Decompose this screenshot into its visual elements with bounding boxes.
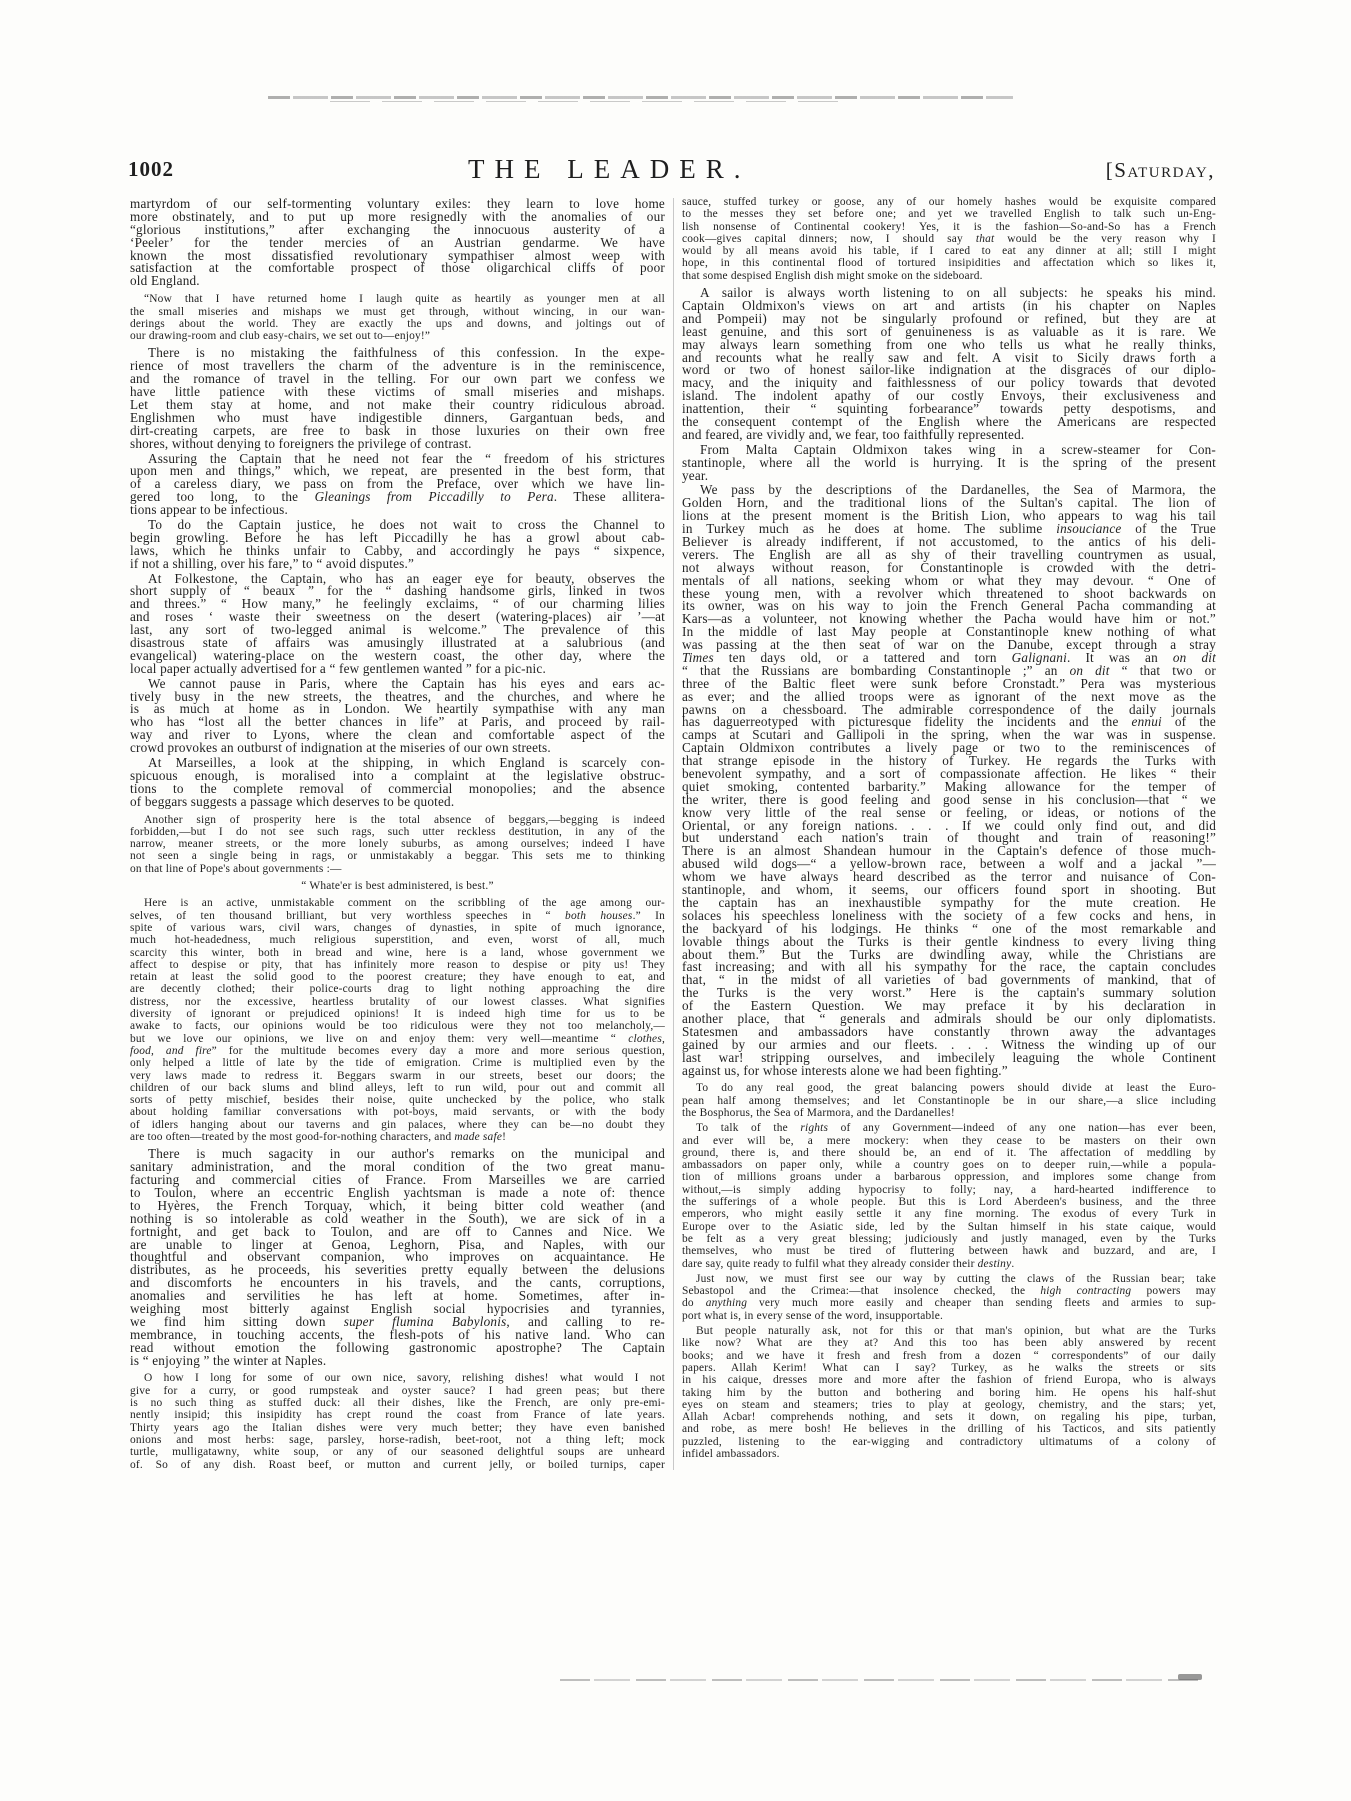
- text-line: turtle, mulligatawny, white soup, or any of our seasoned delightful soups are unheard: [130, 1446, 665, 1459]
- text-line: anomalies and servilities he has left at home. Sometimes, after in-: [130, 1288, 665, 1304]
- text-line: pawns on a chessboard. The admirable correspondence of the daily journals: [682, 701, 1216, 717]
- extract-paragraph: [130, 1372, 665, 1470]
- text-line: Let them stay at home, and not make their country ridiculous abroad.: [130, 396, 665, 412]
- text-line: of a careless diary, we pass on from the Preface, over which we have lin-: [130, 476, 665, 492]
- text-line: O how I long for some of our own nice, savory, relishing dishes! what would I not: [144, 1372, 665, 1385]
- italic-run: that: [975, 232, 995, 245]
- paragraph: [682, 484, 1216, 1077]
- text-line: if not a shilling, over his fare,” to “ avoid disputes.”: [130, 555, 415, 571]
- text-run: “ that the Russians are bombarding Constantinople ;” an: [682, 662, 1070, 678]
- text-line: macy, and the iniquity and faithlessness of our policy towards that devoted: [682, 375, 1216, 391]
- text-run: of any Government—indeed of any one nation—has ever been,: [828, 1122, 1216, 1135]
- text-line: and Pompeii) may not be singularly profound or refined, but they are at: [682, 310, 1216, 326]
- extract-paragraph: [682, 1082, 1216, 1119]
- text-line: hope, in this continental flood of tortured insipidities and affectation which so likes it,: [682, 257, 1216, 270]
- text-line: To do any real good, the great balancing powers should divide at least the Euro-: [696, 1082, 1216, 1095]
- italic-run: Galignani: [1011, 650, 1067, 666]
- text-run: .” In: [632, 909, 665, 922]
- text-line: Assuring the Captain that he need not fear the “ freedom of his strictures: [148, 450, 665, 466]
- text-line: of the Eastern Question. We may preface it by his declaration in: [682, 998, 1216, 1014]
- text-run: cook—gives capital dinners; now, I should say: [682, 232, 976, 245]
- text-line: puzzled, listening to the ear-wigging and contradictory ultimatums of a colony of: [682, 1435, 1216, 1448]
- text-line: At Marseilles, a look at the shipping, in which England is scarcely con-: [148, 755, 665, 771]
- text-line: three of the Baltic fleet were sunk before Cronstadt.” Pera was mysterious: [682, 675, 1216, 691]
- text-line: would by all means avoid his table, if I cared to eat any dinner at all; still I might: [682, 245, 1216, 258]
- text-line: There is an almost Shandean humour in the Captain's defence of those much-: [682, 843, 1216, 859]
- text-line: the writer, there is good feeling and good sense in his conclusion—that “ we: [682, 791, 1216, 807]
- text-line: Thirty years ago the Italian dishes were very much better; they have even banished: [130, 1421, 665, 1434]
- text-line: Kars—as a volunteer, not knowing whether the Pacha would have him or not.”: [682, 611, 1216, 627]
- text-line: but understand each nation's train of thought and train of reasoning!”: [682, 830, 1216, 846]
- text-line: another place, that “ generals and admirals should be our only diplomatists.: [682, 1010, 1216, 1026]
- text-line: laws, which he thinks unfair to Cabby, and accordingly he pays “ sixpence,: [130, 542, 665, 558]
- text-line: like now? What are they at? And this too has been ably answered by recent: [682, 1337, 1216, 1350]
- text-line: whom we have always heard described as the terror and nuisance of Con-: [682, 869, 1216, 885]
- text-line: know very little of the real sense or feeling, or ideas, or notions of the: [682, 804, 1216, 820]
- italic-run: on dit: [1172, 650, 1216, 666]
- text-line: and roses ‘ waste their sweetness on the desert (watering-places) air ’—at: [130, 609, 665, 625]
- text-line: We cannot pause in Paris, where the Captain has his eyes and ears ac-: [148, 675, 665, 691]
- text-line: membrance, in touching accents, the flesh-pots of his native land. Who can: [130, 1326, 665, 1342]
- right-column: [682, 196, 1216, 1460]
- text-line: to Toulon, where an eccentric English yachtsman is made a note of: thence: [130, 1184, 665, 1200]
- text-line: year.: [682, 467, 709, 483]
- paragraph: [130, 570, 665, 676]
- text-line: known the most dissatisfied revolutionary sympathiser almost weep with: [130, 247, 665, 263]
- text-line: may always learn something from one who tells us what he really thinks,: [682, 336, 1216, 352]
- text-line: tively busy in the new streets, the theatres, and the churches, and where he: [130, 688, 665, 704]
- scan-streak: [560, 1679, 1200, 1681]
- text-line: lovable things about the Turks is their gentle kindness to every living thing: [682, 933, 1216, 949]
- text-line: verers. The English are all as shy of their travelling countrymen as usual,: [682, 546, 1216, 562]
- text-line: Here is an active, unmistakable comment on the scribbling of the age among our-: [144, 897, 665, 910]
- text-run: selves, of ten thousand brilliant, but very worthless speeches in “: [130, 909, 566, 922]
- paragraph: [130, 519, 665, 571]
- text-line: sanitary administration, and the moral condition of the two great manu-: [130, 1159, 665, 1175]
- text-line: the captain has an inexhaustible sympathy for the mute creation. He: [682, 894, 1216, 910]
- text-line: [130, 1131, 665, 1143]
- text-line: the Turks is the very worst.” Here is the captain's summary solution: [682, 985, 1216, 1001]
- text-line: narrow, meaner streets, or the more lonely suburbs, as among ourselves; indeed I have: [130, 838, 665, 851]
- text-line: disastrous state of affairs was amusingly illustrated at a salubrious (and: [130, 635, 665, 651]
- extract-paragraph: [130, 897, 665, 1143]
- text-run: we find him sitting down: [130, 1313, 344, 1329]
- text-line: of beggars suggests a passage which deserves to be quoted.: [130, 793, 455, 809]
- text-line: Captain Oldmixon's views on art and artists (in his chapter on Naples: [682, 297, 1216, 313]
- text-line: There is much sagacity in our author's remarks on the municipal and: [148, 1146, 665, 1162]
- text-run: To talk of the: [696, 1122, 801, 1135]
- extract-paragraph: [682, 1122, 1216, 1270]
- text-line: “ Whate'er is best administered, is best.”: [301, 880, 494, 893]
- text-line: dirt-creating carpets, are free to bask in those luxuries on their own free: [130, 422, 665, 438]
- text-line: stantinople, and whom, it seems, our officers found sport in shooting. But: [682, 882, 1216, 898]
- italic-run: rights: [800, 1122, 829, 1135]
- text-line: affect to despise or pity, that has infinitely more reason to despise or pity us! They: [130, 958, 665, 971]
- text-line: satisfaction at the comfortable prospect of those oligarchical cliffs of poor: [130, 260, 665, 276]
- text-line: read without emotion the following gastronomic apostrophe? The Captain: [130, 1339, 665, 1355]
- text-line: the Bosphorus, the Sea of Marmora, and the Dardanelles!: [682, 1107, 955, 1119]
- text-line: ‘Peeler’ for the tender mercies of an Austrian gendarme. We have: [130, 234, 665, 250]
- italic-run: destiny: [977, 1257, 1012, 1270]
- text-line: the consequent contempt of the English where the Americans are respected: [682, 413, 1216, 429]
- left-column: [130, 198, 665, 1471]
- text-line: Golden Horn, and the traditional lions of the Sultan's capital. The lion of: [682, 495, 1216, 511]
- text-line: From Malta Captain Oldmixon takes wing in a screw-steamer for Con-: [700, 441, 1216, 457]
- text-line: to the messes they set before one; and yet we travelled English to talk such un-Eng-: [682, 208, 1216, 221]
- text-line: these young men, with a revolver which threatened to shoot backwards on: [682, 585, 1216, 601]
- extract-paragraph: [682, 1273, 1216, 1322]
- text-line: scarcity this winter, both in bread and wine, here is a land, whose government we: [130, 946, 665, 959]
- text-run: !: [502, 1131, 507, 1144]
- text-line: was passing at the then seat of war on the Danube, except through a stray: [682, 637, 1216, 653]
- italic-run: both houses: [565, 909, 633, 922]
- text-line: that strange episode in the history of Turkey. He regards the Turks with: [682, 753, 1216, 769]
- text-line: Another sign of prosperity here is the total absence of beggars,—begging is indeed: [144, 813, 665, 826]
- paragraph: [682, 287, 1216, 442]
- text-line: We pass by the descriptions of the Dardanelles, the Sea of Marmora, the: [700, 482, 1216, 498]
- text-line: [130, 1045, 665, 1057]
- text-line: and threes.” “ How many,” he feelingly exclaims, “ of our charming lilies: [130, 596, 665, 612]
- text-line: are decently clothed; their police-courts drag to light nothing approaching the dire: [130, 983, 665, 996]
- italic-run: anything: [705, 1297, 748, 1310]
- text-line: and feared, are vividly and, we fear, too faithfully represented.: [682, 426, 1025, 442]
- text-line: [682, 1285, 1216, 1297]
- text-line: [682, 233, 1216, 245]
- text-run: . It was an: [1066, 650, 1173, 666]
- paragraph: [130, 198, 665, 288]
- italic-run: food, and fire: [130, 1044, 212, 1057]
- text-line: books; and we have it fresh and fresh from a dozen “ correspondents” of our daily: [682, 1349, 1216, 1362]
- text-line: Statesmen and ambassadors have constantly thrown away the advantages: [682, 1023, 1216, 1039]
- column-divider: [673, 198, 674, 1470]
- text-line: [682, 1122, 1216, 1134]
- text-line: shores, without denying to foreigners the privilege of contrast.: [130, 435, 472, 451]
- text-line: of. So of any dish. Roast beef, or mutton and current jelly, or boiled turnips, caper: [130, 1458, 665, 1471]
- quoted-verse: [130, 880, 665, 892]
- text-line: distributes, as he proceeds, his severities pretty equally between the delusions: [130, 1262, 665, 1278]
- text-line: retain at least the solid good to the poorest creature; they have enough to eat, and: [130, 971, 665, 984]
- italic-run: insouciance: [1056, 521, 1122, 537]
- text-line: tions appear to be infectious.: [130, 502, 288, 518]
- extract-paragraph: [682, 1325, 1216, 1460]
- italic-run: made safe: [454, 1131, 503, 1144]
- text-line: solaces his speechless loneliness with the society of a few cocks and hens, in: [682, 907, 1216, 923]
- text-line: to Hyères, the French Torquay, which, it being bitter cold weather (and: [130, 1197, 665, 1213]
- text-line: against us, for whose interests alone we had been fighting.”: [682, 1062, 1008, 1078]
- text-line: tion of millions groans under a barbarous oppression, and implores some change from: [682, 1171, 1216, 1184]
- text-run: of the True: [1121, 521, 1216, 537]
- text-line: and robe, as mere bosh! He believes in the drilling of his Tacticos, and sits patiently: [682, 1423, 1216, 1436]
- text-line: Europe over to the Asiatic side, led by the Sultan himself in his state caique, would: [682, 1220, 1216, 1233]
- text-line: ambassadors on paper only, while a country goes on to deeper ruin,—while a popula-: [682, 1159, 1216, 1172]
- text-line: only helped a little of late by the tide of emigration. Crime is multiplied even by the: [130, 1057, 665, 1070]
- text-line: In the middle of last May people at Constantinople knew nothing of what: [682, 624, 1216, 640]
- text-line: Oriental, or any foreign nations. . . . If we could only find out, and did: [682, 817, 1216, 833]
- text-line: nently insipid; this insipidity has crept round the coast from France of late years.: [130, 1409, 665, 1422]
- text-run: powers may: [1131, 1285, 1216, 1298]
- text-line: very laws made to redress it. Beggars swarm in our streets, beset our doors; the: [130, 1069, 665, 1082]
- text-line: ground, there is, and there should be, an end of it. The affectation of meddling by: [682, 1146, 1216, 1159]
- text-line: Captain Oldmixon contributes a lively page or two to the reminiscences of: [682, 740, 1216, 756]
- text-line: Allah Acbar! comprehends nothing, and sets it down, on regaling his pipe, turban,: [682, 1411, 1216, 1424]
- text-line: nothing is so intolerable as cold weather in the South), we are sick of in a: [130, 1210, 665, 1226]
- text-line: diversity of ignorant or prejudiced opinions! It is indeed high time for us to be: [130, 1008, 665, 1021]
- text-run: very much more easily and cheaper than sending fleets and armies to sup-: [747, 1297, 1216, 1310]
- text-line: on that line of Pope's about governments :—: [130, 862, 342, 875]
- text-line: last war! stripping ourselves, and imbecilely leaguing the whole Continent: [682, 1049, 1216, 1065]
- extract-paragraph: [130, 293, 665, 342]
- text-line: spite of various wars, civil wars, changes of dynasties, in spite of much ignorance,: [130, 921, 665, 934]
- text-line: infidel ambassadors.: [682, 1448, 780, 1461]
- text-line: pean half among themselves; and let Constantinople be in our share,—a slice including: [682, 1094, 1216, 1107]
- text-line: inattention, their “ squinting forbearance” towards petty despotisms, and: [682, 401, 1216, 417]
- text-line: and the romance of travel in the telling. For our own part we confess we: [130, 371, 665, 387]
- text-line: To do the Captain justice, he does not wait to cross the Channel to: [148, 517, 665, 532]
- text-line: But people naturally ask, not for this or that man's opinion, but what are the Turks: [696, 1325, 1216, 1338]
- text-line: is “ enjoying ” the winter at Naples.: [130, 1352, 327, 1368]
- text-line: onions and most herbs: sage, parsley, horse-radish, beet-root, not a thing left; mock: [130, 1433, 665, 1446]
- text-line: themselves, who must be tired of fluttering between hawk and buzzard, and are, I: [682, 1245, 1216, 1258]
- text-line: derings about the world. They are exactly the ups and downs, and joltings out of: [130, 317, 665, 330]
- text-line: short supply of “ beaux ” for the “ dashing handsome girls, linked in twos: [130, 583, 665, 599]
- text-line: not seen a single being in rags, or unmistakably a beggar. This sets me to thinking: [130, 850, 665, 863]
- text-run: , and calling to re-: [506, 1313, 665, 1329]
- text-line: “Now that I have returned home I laugh quite as heartily as younger men at all: [144, 293, 665, 306]
- text-run: “ that two or: [1109, 662, 1217, 678]
- text-line: in his caique, dresses more and more after the fashion of friend Europa, who is always: [682, 1374, 1216, 1387]
- paragraph: [130, 1148, 665, 1367]
- text-line: island. The indolent apathy of our costly Envoys, their exclusiveness and: [682, 388, 1216, 404]
- text-line: tions to the complete removal of commercial monopolies; and the absence: [130, 780, 665, 796]
- text-run: but we love our opinions, we live on and enjoy them: very well—meantime “: [130, 1032, 629, 1045]
- text-line: fortnight, and get back to Toulon, and are off to Cannes and Nice. We: [130, 1223, 665, 1239]
- text-run: Sebastopol and the Crimea:—that insolence checked, the: [682, 1285, 1041, 1298]
- text-line: [130, 1033, 665, 1045]
- scan-mark: [1178, 1674, 1202, 1680]
- text-line: last, any sort of two-legged animal is welcome.” The prevalence of this: [130, 622, 665, 638]
- text-line: eyes on steam and steamers; tries to play at geology, chemistry, and the stars; yet,: [682, 1398, 1216, 1411]
- text-line: distress, nor the excessive, heartless brutality of our lowest classes. What signifies: [130, 995, 665, 1008]
- text-line: not always without reason, for Constantinople is crowded with the detri-: [682, 559, 1216, 575]
- text-line: [682, 1297, 1216, 1309]
- text-run: dare say, quite ready to fulfil what they already consider their: [682, 1257, 978, 1270]
- italic-run: on dit: [1069, 662, 1110, 678]
- text-line: of idlers hanging about our taverns and gin palaces, where they can be—no doubt they: [130, 1118, 665, 1131]
- text-line: emperors, who might easily settle it any fine morning. The exodus of every Turk in: [682, 1208, 1216, 1221]
- text-line: gained by our armies and our fleets. . . . Witness the winding up of our: [682, 1036, 1216, 1052]
- italic-run: high contracting: [1040, 1285, 1132, 1298]
- text-line: martyrdom of our self-tormenting voluntary exiles: they learn to love home: [130, 196, 665, 211]
- text-run: .: [1011, 1257, 1015, 1270]
- text-line: have little patience with these victims of small miseries and mishaps.: [130, 384, 665, 400]
- text-line: children of our back slums and blind alleys, left to run wild, pour out and commit all: [130, 1081, 665, 1094]
- text-line: “glorious institutions,” after exchanging the innocuous austerity of a: [130, 221, 665, 237]
- text-line: the small miseries and mishaps we must get through, without wincing, in our wan-: [130, 305, 665, 318]
- text-line: much hot-headedness, much religious superstition, and even, worst of all, much: [130, 934, 665, 947]
- italic-run: Gleanings from Piccadilly to Pera: [314, 489, 554, 505]
- text-line: is no such thing as stuffed duck: all their dishes, like the French, are only pre-emi-: [130, 1397, 665, 1410]
- text-run: of the: [1161, 714, 1216, 730]
- text-line: and recounts what he really saw and felt. A visit to Sicily draws forth a: [682, 349, 1216, 365]
- italic-run: clothes,: [628, 1032, 665, 1045]
- text-line: be felt as a very great blessing; judiciously and justly managed, even by the Turks: [682, 1232, 1216, 1245]
- scan-streak: [330, 101, 850, 102]
- text-line: weighing most bitterly against English social hypocrisies and tyrannies,: [130, 1301, 665, 1316]
- text-run: has daguerreotyped with picturesque fidelity the incidents and the: [682, 714, 1132, 730]
- page-number: 1002: [128, 157, 174, 181]
- text-line: At Folkestone, the Captain, who has an eager eye for beauty, observes the: [148, 570, 665, 586]
- text-line: lions at the present moment is the British Lion, who appears to wag his tail: [682, 508, 1216, 524]
- text-line: fast increasing; and with all his sympathy for the race, the captain concludes: [682, 959, 1216, 975]
- text-line: facturing and commercial cities of France. From Marseilles we are carried: [130, 1172, 665, 1188]
- text-line: sorts of petty mischief, besides their noise, quite unchecked by the police, who stalk: [130, 1094, 665, 1107]
- italic-run: super flumina Babylonis: [343, 1313, 507, 1329]
- text-line: There is no mistaking the faithfulness of this confession. In the expe-: [148, 345, 665, 361]
- text-line: stantinople, where all the world is hurrying. It is the spring of the present: [682, 454, 1216, 470]
- extract-paragraph: [130, 814, 665, 875]
- text-run: do: [682, 1297, 706, 1310]
- text-line: port what is, in every sense of the word, insupportable.: [682, 1309, 944, 1322]
- text-line: as ever; and the allied troops were as ignorant of the next move as the: [682, 688, 1216, 704]
- text-line: benevolent sympathy, and a sort of compassionate affection. He likes “ their: [682, 766, 1216, 782]
- text-line: mentals of all nations, seeking whom or what they may devour. “ One of: [682, 572, 1216, 588]
- paragraph: [130, 347, 665, 450]
- issue-day: [Saturday,: [1105, 158, 1215, 182]
- text-line: quiet smoking, contented barbarity.” Making allowance for the temper of: [682, 778, 1216, 794]
- text-run: would be the very reason why I: [994, 232, 1216, 245]
- text-line: way and river to Lyons, where the clean and comfortable aspect of the: [130, 727, 665, 743]
- text-line: about holding familiar conversations with pot-boys, maid servants, or with the body: [130, 1106, 665, 1119]
- text-line: papers. Allah Kerim! What can I say? Turkey, as he walks the streets or sits: [682, 1361, 1216, 1374]
- text-line: A sailor is always worth listening to on all subjects: he speaks his mind.: [700, 285, 1216, 301]
- text-line: local paper actually advertised for a “ few gentlemen wanted ” for a pic-nic.: [130, 660, 546, 676]
- text-line: spicuous enough, is moralised into a complaint at the legislative obstruc-: [130, 767, 665, 783]
- text-line: without,—is simply adding hypocrisy to folly; nay, a hard-hearted indifference to: [682, 1183, 1216, 1196]
- text-line: [130, 910, 665, 922]
- text-line: the backyard of his lodgings. He thinks “ one of the most remarkable and: [682, 920, 1216, 936]
- text-line: the sufferings of a whole people. But this is Lord Aberdeen's business, and the three: [682, 1196, 1216, 1209]
- text-line: begin growling. Before he has left Piccadilly he has a growl about cab-: [130, 529, 665, 545]
- text-line: is as much at home as in London. We heartily sympathise with any man: [130, 701, 665, 717]
- italic-run: Times: [682, 650, 714, 666]
- text-line: least genuine, and this sort of genuineness is as valuable as it is rare. We: [682, 323, 1216, 339]
- text-run: in Turkey much as he does at home. The sublime: [682, 521, 1057, 537]
- scan-streak: [268, 96, 1013, 99]
- text-line: who has “lost all the better chances in life” at Paris, and proceed by rail-: [130, 714, 665, 730]
- text-line: thoughtful and observant companion, who improves on acquaintance. He: [130, 1249, 665, 1265]
- text-line: are unable to linger at Genoa, Leghorn, Pisa, and Naples, with our: [130, 1236, 665, 1252]
- paragraph: [130, 450, 665, 518]
- text-line: that some despised English dish might smoke on the sideboard.: [682, 269, 983, 282]
- text-line: crowd provokes an outburst of indignation at the miseries of our own streets.: [130, 740, 551, 756]
- text-run: gered too long, to the: [130, 489, 315, 505]
- text-line: and ever will be, a mere mockery: when they cease to be masters on their own: [682, 1134, 1216, 1147]
- text-line: lish nonsense of Continental cookery! Yes, it is the fashion—So-and-So has a French: [682, 220, 1216, 233]
- text-line: upon men and things,” which, we repeat, are presented in the best form, that: [130, 463, 665, 479]
- text-run: ” for the multitude becomes every day a more and more serious question,: [211, 1044, 666, 1057]
- text-run: . These allitera-: [553, 489, 665, 505]
- text-line: sauce, stuffed turkey or goose, any of our homely hashes would be exquisite compared: [682, 196, 1216, 208]
- paragraph: [682, 441, 1216, 483]
- text-line: give for a curry, or good rumpsteak and oyster sauce? I had green peas; but there: [130, 1384, 665, 1397]
- text-line: taking him by the button and bothering and boring him. He opens his half-shut: [682, 1386, 1216, 1399]
- extract-paragraph: [682, 196, 1216, 282]
- text-line: that, “ in the midst of all varieties of bad governments of mankind, that of: [682, 972, 1216, 988]
- masthead-title: THE LEADER.: [468, 154, 751, 184]
- text-line: evangelical) watering-place on the western coast, the other day, where the: [130, 647, 665, 663]
- text-line: its owner, was on his way to join the French General Pacha commanding at: [682, 598, 1216, 614]
- text-line: about them.” But the Turks are dwindling away, while the Christians are: [682, 946, 1216, 962]
- text-line: [682, 1258, 1216, 1270]
- text-line: old England.: [130, 273, 200, 289]
- text-line: forbidden,—but I do not see such rags, such utter reckless destitution, in any of the: [130, 825, 665, 838]
- paragraph: [130, 757, 665, 809]
- text-line: rience of most travellers the charm of the adventure is in the reminiscence,: [130, 358, 665, 374]
- text-run: ten days old, or a tattered and torn: [713, 650, 1012, 666]
- text-run: are too often—treated by the most good-for-nothing characters, and: [130, 1131, 455, 1144]
- text-line: Just now, we must first see our way by cutting the claws of the Russian bear; take: [696, 1272, 1216, 1285]
- text-line: more obstinately, and to put up more resignedly with the anomalies of our: [130, 208, 665, 224]
- paragraph: [130, 675, 665, 756]
- text-line: abused wild dogs—“ a yellow-brown race, between a wolf and a jackal ”—: [682, 856, 1216, 872]
- text-line: Believer is already indifferent, if not accustomed, to the antics of his deli-: [682, 534, 1216, 549]
- text-line: our drawing-room and club easy-chairs, we set out to—enjoy!”: [130, 330, 431, 343]
- italic-run: ennui: [1131, 714, 1162, 730]
- text-line: awake to facts, our opinions would be too ridiculous were they not too melancholy,—: [130, 1020, 665, 1033]
- text-line: and discomforts he encounters in his travels, and the cants, corruptions,: [130, 1275, 665, 1291]
- text-line: camps at Scutari and Gallipoli in the spring, when the war was in suspense.: [682, 727, 1216, 743]
- text-line: word or two of honest sailor-like indignation at the disgraces of our diplo-: [682, 362, 1216, 378]
- text-line: Englishmen who must have indigestible dinners, Gargantuan beds, and: [130, 409, 665, 425]
